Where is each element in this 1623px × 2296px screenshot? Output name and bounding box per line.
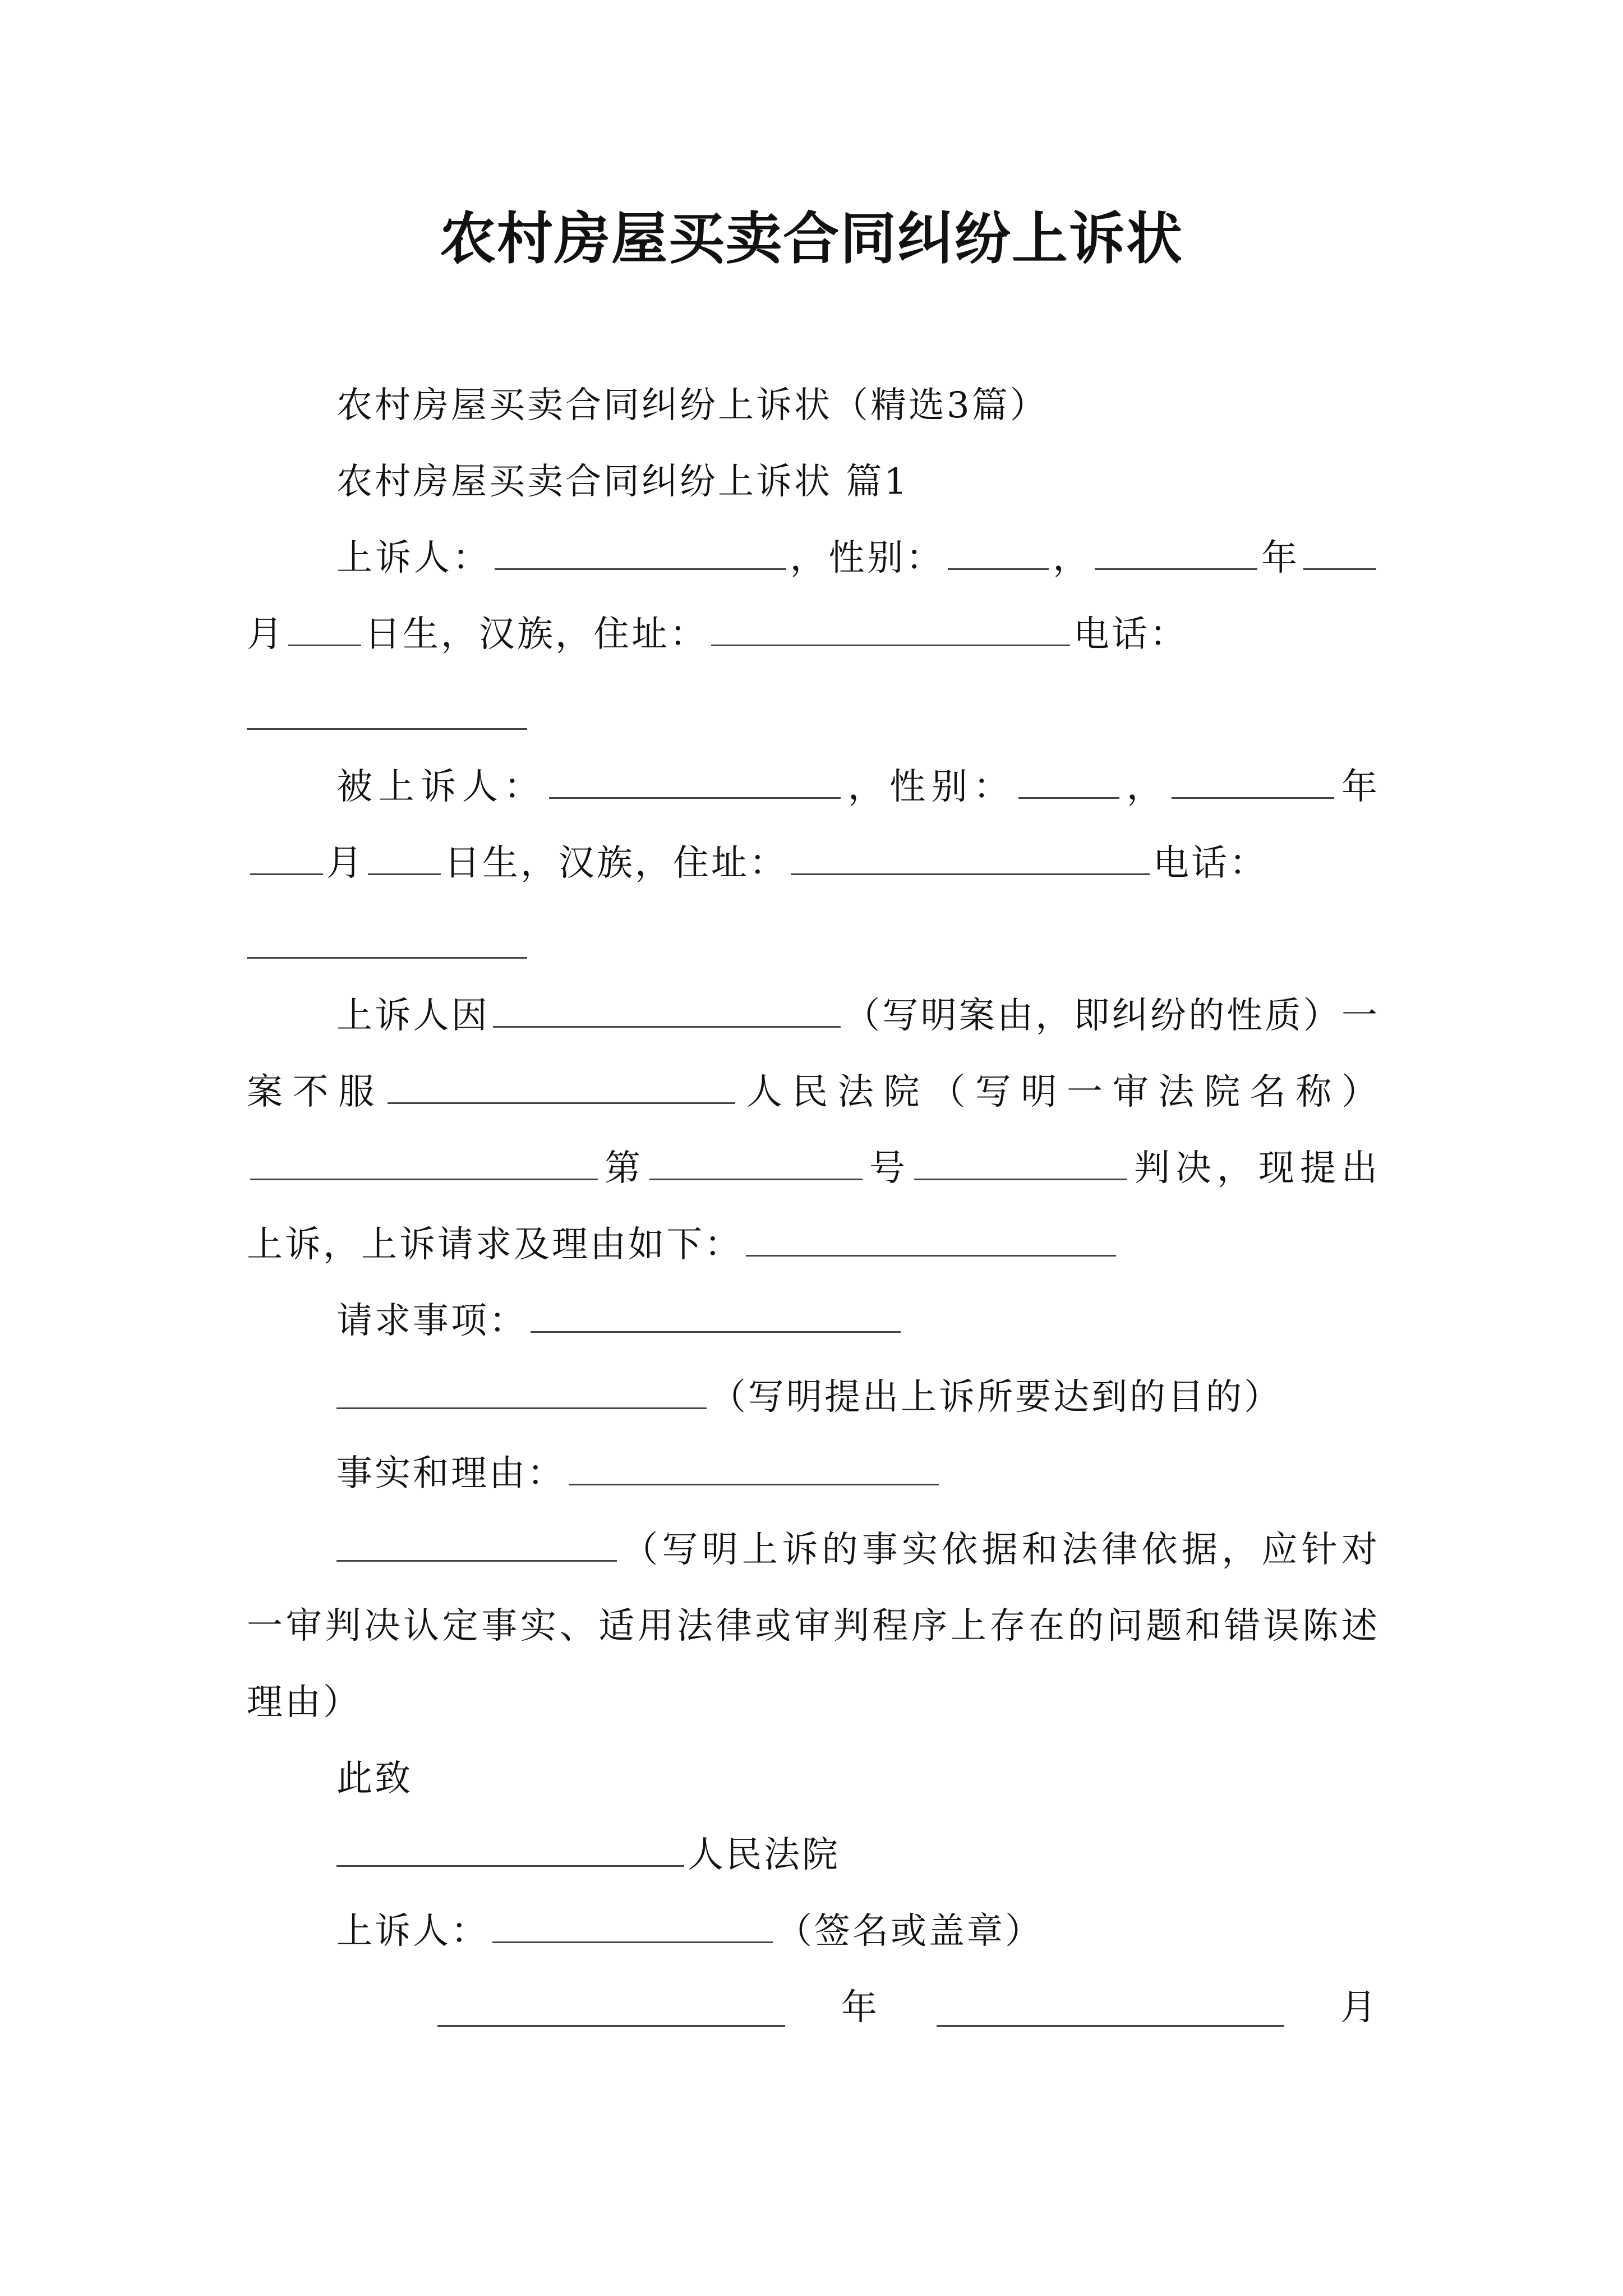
case-text-3: 人民法院（写明一审法院名称） [738, 1071, 1380, 1113]
appellant-day-blank[interactable] [288, 615, 361, 646]
appellee-day-blank[interactable] [368, 844, 441, 875]
facts-note-paragraph [247, 1512, 1380, 1741]
appellant-month-blank[interactable] [1303, 539, 1376, 570]
judgment-blank[interactable] [914, 1149, 1127, 1180]
subtitle: 农村房屋买卖合同纠纷上诉状（精选3篇） [336, 385, 1048, 426]
appellee-month-blank[interactable] [250, 844, 323, 875]
appellant-phone-label: 电话： [1073, 614, 1188, 655]
facts-label: 事实和理由： [336, 1453, 565, 1494]
facts-line [247, 1435, 1380, 1512]
appellee-phone-label: 电话： [1153, 843, 1267, 884]
appellee-paragraph [247, 749, 1380, 901]
appellee-phone-line [247, 901, 1380, 978]
claims-note: （写明提出上诉所要达到的目的） [710, 1377, 1282, 1418]
case-text-1: 上诉人因 [336, 995, 490, 1037]
closing: 此致 [336, 1758, 413, 1800]
case-paragraph [247, 978, 1380, 1283]
cause-blank[interactable] [493, 997, 841, 1028]
date-month-blank[interactable] [937, 1996, 1284, 2027]
appellee-month-label: 月 [326, 843, 365, 884]
signature-label: 上诉人： [336, 1911, 489, 1952]
appellant-paragraph [247, 520, 1380, 673]
section-heading: 农村房屋买卖合同纠纷上诉状 篇1 [336, 461, 910, 503]
appellant-address-blank[interactable] [711, 615, 1070, 646]
appellee-label: 被上诉人： [336, 766, 546, 808]
appellee-birth-address-label: 日生，汉族，住址： [444, 843, 787, 884]
court-name-blank[interactable] [250, 1149, 598, 1180]
case-number-blank[interactable] [649, 1149, 863, 1180]
appellee-phone-blank[interactable] [247, 928, 527, 959]
facts-note: （写明上诉的事实依据和法律依据，应针对一审判决认定事实、适用法律或审判程序上存在的问题和错误陈述理由） [247, 1529, 1380, 1723]
facts-detail-blank[interactable] [336, 1531, 617, 1562]
signature-blank[interactable] [492, 1912, 773, 1943]
appellee-year-blank[interactable] [1172, 768, 1334, 799]
claims-label: 请求事项： [336, 1300, 527, 1342]
case-text-6: 判决，现提出上诉，上诉请求及理由如下： [247, 1148, 1380, 1266]
appellee-gender-label: ，性别： [844, 766, 1016, 808]
appellee-comma: ， [1123, 766, 1169, 808]
claims-blank[interactable] [531, 1302, 901, 1333]
facts-blank[interactable] [569, 1455, 939, 1485]
appellant-phone-blank[interactable] [247, 699, 527, 730]
claims-line [247, 1283, 1380, 1359]
appellant-phone-line [247, 673, 1380, 749]
signature-line [247, 1893, 1380, 1970]
court-blank[interactable] [388, 1073, 735, 1104]
document-title: 农村房屋买卖合同纠纷上诉状 [440, 205, 1183, 272]
addressee-court-blank[interactable] [336, 1836, 684, 1867]
document-body [247, 367, 1380, 2046]
date-year-label: 年 [841, 1987, 879, 2028]
claims-detail-blank[interactable] [336, 1378, 707, 1409]
appellant-year-blank[interactable] [1095, 539, 1257, 570]
appellant-month-label: 月 [247, 614, 285, 655]
appellant-comma: ， [1052, 537, 1092, 579]
case-text-5: 号 [866, 1148, 911, 1189]
court-line [247, 1817, 1380, 1893]
appellant-birth-address-label: 日生，汉族，住址： [365, 614, 708, 655]
date-line [247, 1970, 1380, 2046]
date-year-blank[interactable] [437, 1996, 785, 2027]
case-text-4: 第 [601, 1148, 646, 1189]
appellant-name-blank[interactable] [495, 539, 786, 570]
appellant-gender-blank[interactable] [948, 539, 1049, 570]
claims-note-line [247, 1359, 1380, 1435]
appellee-year-label: 年 [1338, 766, 1380, 808]
appeal-reason-blank[interactable] [746, 1226, 1116, 1257]
court-label: 人民法院 [688, 1834, 840, 1876]
appellant-year-label: 年 [1261, 537, 1301, 579]
appellee-address-blank[interactable] [791, 844, 1150, 875]
appellee-gender-blank[interactable] [1018, 768, 1119, 799]
case-text-2: （写明案由，即纠纷的性质）一案不服 [247, 995, 1380, 1113]
signature-note: （签名或盖章） [776, 1911, 1043, 1952]
appellee-name-blank[interactable] [549, 768, 841, 799]
appellant-label: 上诉人： [336, 537, 491, 579]
date-month-label: 月 [1340, 1987, 1378, 2028]
appellant-gender-label: ，性别： [789, 537, 945, 579]
